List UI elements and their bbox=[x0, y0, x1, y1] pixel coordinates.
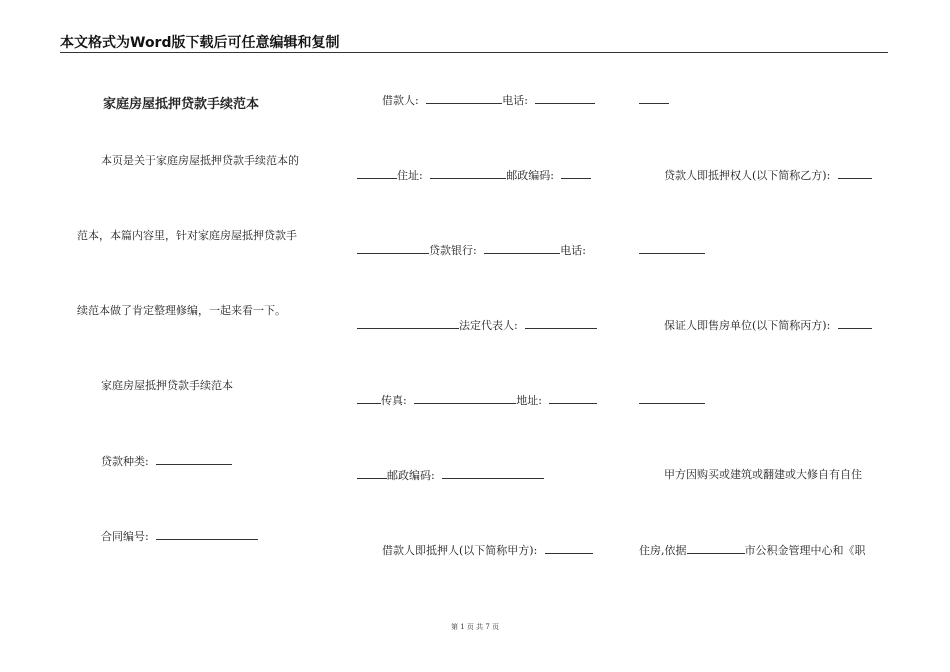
bank-line bbox=[357, 243, 586, 258]
city-blank bbox=[687, 543, 745, 554]
postcode-blank bbox=[561, 168, 591, 179]
col3-blank-line-1 bbox=[639, 93, 669, 108]
lender-line bbox=[664, 168, 872, 183]
phone-blank bbox=[535, 93, 595, 104]
contract-no-label: 合同编号: bbox=[101, 530, 149, 543]
legal-rep-blank bbox=[525, 318, 597, 329]
mortgagor-blank bbox=[545, 543, 593, 554]
page-number: 第 1 页 共 7 页 bbox=[450, 623, 500, 631]
phone-label: 电话: bbox=[502, 94, 528, 107]
address-label: 住址: bbox=[397, 169, 423, 182]
intro-line-2: 范本，本篇内容里，针对家庭房屋抵押贷款手 bbox=[77, 229, 297, 242]
legal-rep-line bbox=[357, 318, 597, 333]
contract-no-line bbox=[101, 529, 258, 544]
intro-line-3: 续范本做了肯定整理修编，一起来看一下。 bbox=[77, 304, 286, 317]
fax-label: 传真: bbox=[381, 394, 407, 407]
contract-no-blank bbox=[156, 529, 258, 540]
address-pre-blank bbox=[357, 168, 397, 179]
intro-line-1: 本页是关于家庭房屋抵押贷款手续范本的 bbox=[101, 154, 299, 167]
fax-pre-blank bbox=[357, 393, 381, 404]
col3-blank-line-3 bbox=[639, 393, 705, 408]
col3-blank-line-2 bbox=[639, 243, 705, 258]
postcode2-line bbox=[357, 468, 544, 483]
bank-blank bbox=[484, 243, 560, 254]
borrower-line bbox=[382, 93, 595, 108]
lender-label: 贷款人即抵押权人(以下简称乙方): bbox=[664, 169, 831, 182]
header-divider bbox=[60, 52, 888, 53]
fax-address-label: 地址: bbox=[516, 394, 542, 407]
fax-blank bbox=[414, 393, 516, 404]
paragraph-line-2 bbox=[639, 543, 866, 558]
postcode2-label: 邮政编码: bbox=[387, 469, 435, 482]
legal-rep-label: 法定代表人: bbox=[459, 319, 518, 332]
guarantor-line bbox=[664, 318, 872, 333]
paragraph-line-2b: 市公积金管理中心和《职 bbox=[744, 544, 866, 557]
col3-blank-3 bbox=[639, 393, 705, 404]
col3-blank-2 bbox=[639, 243, 705, 254]
bank-label: 贷款银行: bbox=[429, 244, 477, 257]
paragraph-line-1: 甲方因购买或建筑或翻建或大修自有自住 bbox=[664, 468, 862, 481]
document-header: 本文格式为Word版下载后可任意编辑和复制 bbox=[60, 35, 340, 51]
postcode-label: 邮政编码: bbox=[506, 169, 554, 182]
borrower-label: 借款人: bbox=[382, 94, 419, 107]
borrower-blank bbox=[426, 93, 502, 104]
postcode2-blank bbox=[442, 468, 544, 479]
mortgagor-label: 借款人即抵押人(以下简称甲方): bbox=[382, 544, 538, 557]
address-blank bbox=[430, 168, 506, 179]
loan-type-blank bbox=[156, 454, 232, 465]
mortgagor-line bbox=[382, 543, 593, 558]
fax-line bbox=[357, 393, 597, 408]
loan-type-line bbox=[101, 454, 232, 469]
guarantor-label: 保证人即售房单位(以下简称丙方): bbox=[664, 319, 831, 332]
document-title: 家庭房屋抵押贷款手续范本 bbox=[103, 97, 260, 112]
lender-blank bbox=[838, 168, 872, 179]
guarantor-blank bbox=[838, 318, 872, 329]
postcode2-pre-blank bbox=[357, 468, 387, 479]
paragraph-line-2a: 住房,依据 bbox=[639, 544, 687, 557]
loan-type-label: 贷款种类: bbox=[101, 455, 149, 468]
legal-rep-pre-blank bbox=[357, 318, 459, 329]
bank-pre-blank bbox=[357, 243, 429, 254]
col3-blank-1 bbox=[639, 93, 669, 104]
subtitle: 家庭房屋抵押贷款手续范本 bbox=[101, 379, 233, 392]
address-line bbox=[357, 168, 591, 183]
fax-address-blank bbox=[549, 393, 597, 404]
bank-phone-label: 电话: bbox=[560, 244, 586, 257]
